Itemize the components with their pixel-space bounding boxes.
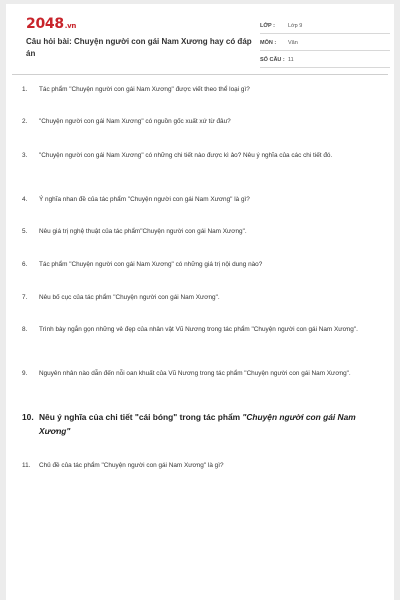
question-number: 5. (22, 228, 28, 235)
question-item (22, 368, 372, 379)
meta-row-count (260, 52, 390, 68)
question-item (22, 259, 372, 270)
question-item (22, 460, 372, 471)
meta-value: Văn (288, 39, 298, 46)
question-item (22, 116, 372, 127)
meta-row-class (260, 18, 390, 34)
meta-value: Lớp 9 (288, 22, 303, 29)
meta-key: LỚP : (260, 22, 275, 29)
question-number: 1. (22, 86, 28, 93)
question-text: Tác phẩm "Chuyện người con gái Nam Xương" được viết theo thể loại gì? (39, 86, 250, 93)
question-item (22, 84, 372, 95)
question-text: Nêu bố cục của tác phẩm "Chuyện người con gái Nam Xương". (39, 294, 220, 301)
question-text: "Chuyện người con gái Nam Xương" có nguồn gốc xuất xứ từ đâu? (39, 118, 231, 125)
meta-row-subject (260, 35, 390, 51)
question-number: 10. (22, 412, 34, 422)
meta-value: 11 (288, 56, 294, 63)
site-logo[interactable] (26, 16, 76, 32)
question-number: 7. (22, 294, 28, 301)
document-header (12, 4, 388, 75)
logo-text: 2048 (26, 16, 64, 32)
document-page (6, 4, 394, 600)
question-item (22, 150, 372, 161)
meta-key: MÔN : (260, 39, 277, 46)
question-number: 3. (22, 152, 28, 159)
question-item (22, 324, 372, 335)
document-title: Câu hỏi bài: Chuyện người con gái Nam Xương hay có đáp án (26, 37, 252, 58)
question-item (22, 194, 372, 205)
question-number: 4. (22, 196, 28, 203)
question-number: 2. (22, 118, 28, 125)
question-text: Nêu giá trị nghệ thuật của tác phẩm"Chuyện người con gái Nam Xương". (39, 228, 247, 235)
question-text: Ý nghĩa nhan đề của tác phẩm "Chuyện người con gái Nam Xương" là gì? (39, 196, 250, 203)
question-number: 9. (22, 370, 28, 377)
question-text-title: "Chuyện người con gái Nam Xương" (39, 412, 356, 436)
question-text: Chủ đề của tác phẩm "Chuyện người con gái Nam Xương" là gì? (39, 462, 224, 469)
question-text: Trình bày ngắn gọn những vẻ đẹp của nhân vật Vũ Nương trong tác phẩm "Chuyện người con gái Nam Xương". (39, 326, 358, 333)
question-text: Tác phẩm "Chuyện người con gái Nam Xương" có những giá trị nội dung nào? (39, 261, 263, 268)
question-number: 11. (22, 462, 31, 469)
question-text-main: Nêu ý nghĩa của chi tiết "cái bóng" trong tác phẩm (39, 412, 243, 422)
question-item (22, 292, 372, 303)
question-number: 6. (22, 261, 28, 268)
document-meta (260, 18, 390, 68)
question-text: Nguyên nhân nào dẫn đến nỗi oan khuất của Vũ Nương trong tác phẩm "Chuyện người con gái Nam Xương". (39, 370, 351, 377)
meta-key: SỐ CÂU : (260, 56, 285, 63)
question-item-highlighted (22, 410, 372, 438)
question-number: 8. (22, 326, 28, 333)
question-text (39, 410, 372, 438)
logo-tld: .vn (64, 22, 77, 30)
question-item (22, 226, 372, 237)
question-text: "Chuyện người con gái Nam Xương" có những chi tiết nào được kì ảo? Nêu ý nghĩa của các chi tiết đó. (39, 152, 333, 159)
